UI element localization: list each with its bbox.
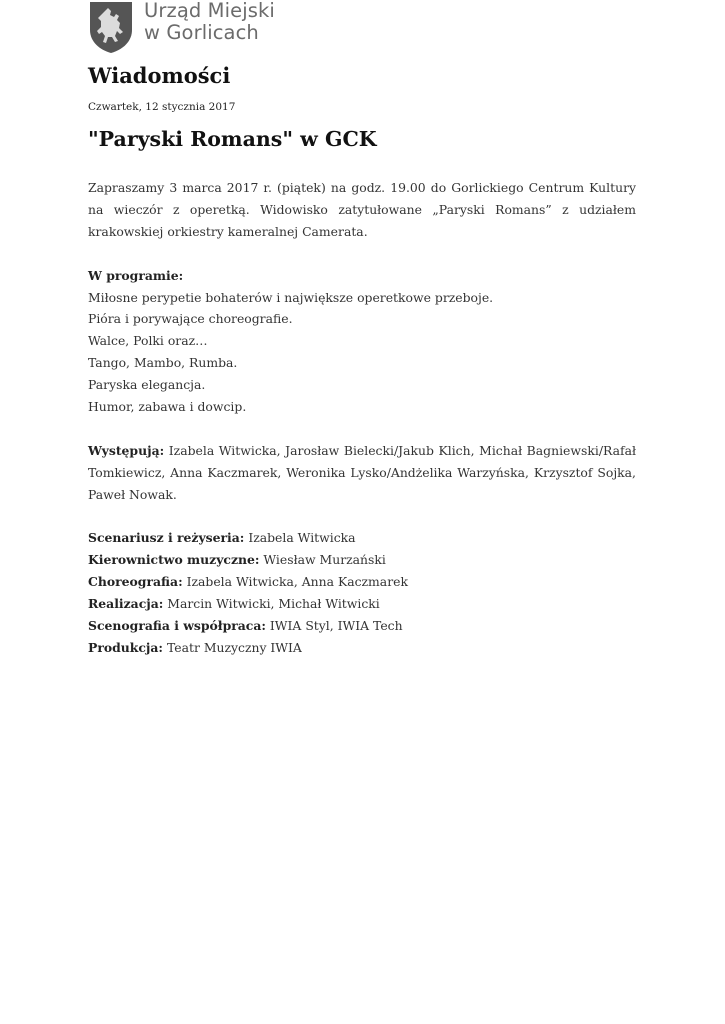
credit-value: Teatr Muzyczny IWIA bbox=[166, 639, 302, 655]
program-item: Tango, Mambo, Rumba. bbox=[88, 355, 238, 371]
article-intro: Zapraszamy 3 marca 2017 r. (piątek) na godz. 19.00 do Gorlickiego Centrum Kultury na wieczór z operetką. Widowisko zatytułowane „Paryski Romans” z udziałem krakowskiej orkiestry kameralnej Camerata. bbox=[88, 180, 636, 239]
credit-value: Marcin Witwicki, Michał Witwicki bbox=[167, 596, 380, 612]
credit-label: Kierownictwo muzyczne: bbox=[88, 552, 260, 568]
performers-section bbox=[88, 440, 636, 506]
coat-of-arms-icon bbox=[88, 0, 134, 54]
credit-value: Izabela Witwicka, Anna Kaczmarek bbox=[186, 574, 408, 590]
performers-label: Występują: bbox=[88, 442, 165, 458]
article-title: "Paryski Romans" w GCK bbox=[88, 127, 377, 151]
program-label: W programie: bbox=[88, 267, 184, 283]
program-section bbox=[88, 265, 636, 418]
section-title: Wiadomości bbox=[88, 63, 231, 88]
credit-label: Scenografia i współpraca: bbox=[88, 618, 266, 634]
credit-label: Produkcja: bbox=[88, 639, 163, 655]
credit-label: Realizacja: bbox=[88, 596, 164, 612]
org-name bbox=[144, 0, 275, 44]
program-item: Miłosne perypetie bohaterów i największe operetkowe przeboje. bbox=[88, 289, 494, 305]
credit-value: Izabela Witwicka bbox=[248, 530, 356, 546]
credit-row bbox=[88, 549, 636, 571]
program-item: Walce, Polki oraz… bbox=[88, 333, 208, 349]
credit-value: Wiesław Murzański bbox=[263, 552, 386, 568]
program-item: Pióra i porywające choreografie. bbox=[88, 311, 293, 327]
program-item: Paryska elegancja. bbox=[88, 377, 206, 393]
credit-row bbox=[88, 615, 636, 637]
credits-section bbox=[88, 527, 636, 658]
article-body bbox=[88, 177, 636, 659]
credit-row bbox=[88, 637, 636, 659]
credit-label: Scenariusz i reżyseria: bbox=[88, 530, 245, 546]
org-name-line1: Urząd Miejski bbox=[144, 0, 275, 22]
article-date: Czwartek, 12 stycznia 2017 bbox=[88, 101, 236, 113]
credit-label: Choreografia: bbox=[88, 574, 183, 590]
credit-row bbox=[88, 527, 636, 549]
performers-list: Izabela Witwicka, Jarosław Bielecki/Jakub Klich, Michał Bagniewski/Rafał Tomkiewicz, Anna Kaczmarek, Weronika Lysko/Andżelika Warzyńska, Krzysztof Sojka, Paweł Nowak. bbox=[88, 442, 636, 502]
program-item: Humor, zabawa i dowcip. bbox=[88, 399, 247, 415]
org-name-line2: w Gorlicach bbox=[144, 21, 259, 44]
credit-value: IWIA Styl, IWIA Tech bbox=[269, 618, 403, 634]
site-header bbox=[88, 0, 275, 56]
credit-row bbox=[88, 571, 636, 593]
credit-row bbox=[88, 593, 636, 615]
